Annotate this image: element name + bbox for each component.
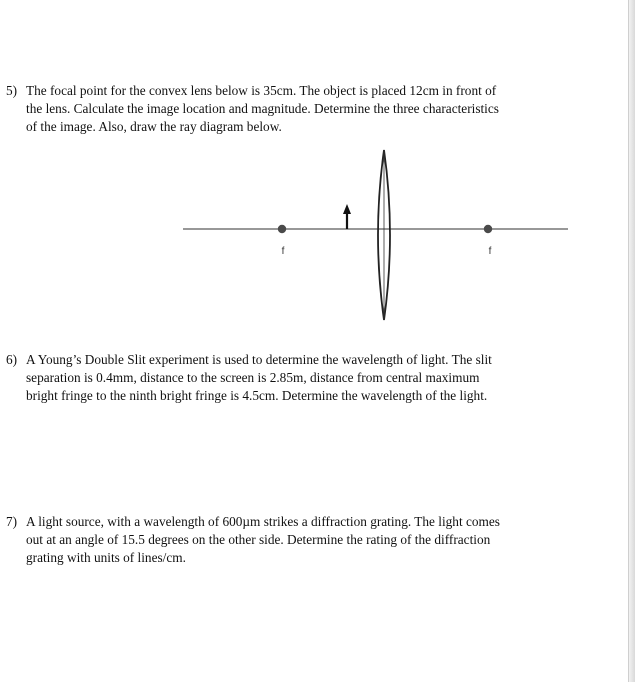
left-focal-point [278,225,286,233]
question-6-number: 6) [6,352,18,367]
question-7-line-2: out at an angle of 15.5 degrees on the other side. Determine the rating of the diffraction [26,532,491,547]
question-6-line-3: bright fringe to the ninth bright fringe is 4.5cm. Determine the wavelength of the light. [26,388,488,403]
right-focal-point [484,225,492,233]
question-5-line-3: of the image. Also, draw the ray diagram below. [26,119,282,134]
question-6-line-2: separation is 0.4mm, distance to the screen is 2.85m, distance from central maximum [26,370,480,385]
object-arrow-head [343,204,351,214]
question-6-text [26,351,492,405]
question-7-line-1: A light source, with a wavelength of 600µm strikes a diffraction grating. The light comes [26,514,500,529]
question-6-line-1: A Young’s Double Slit experiment is used to determine the wavelength of light. The slit [26,352,492,367]
question-5-number: 5) [6,83,18,98]
left-focal-label: f [281,246,285,257]
question-7-line-3: grating with units of lines/cm. [26,550,186,565]
question-5-line-2: the lens. Calculate the image location and magnitude. Determine the three characteristics [26,101,499,116]
right-focal-label: f [488,246,492,257]
question-5-line-1: The focal point for the convex lens below is 35cm. The object is placed 12cm in front of [26,83,497,98]
question-7-text [26,513,500,567]
question-7-number: 7) [6,514,18,529]
